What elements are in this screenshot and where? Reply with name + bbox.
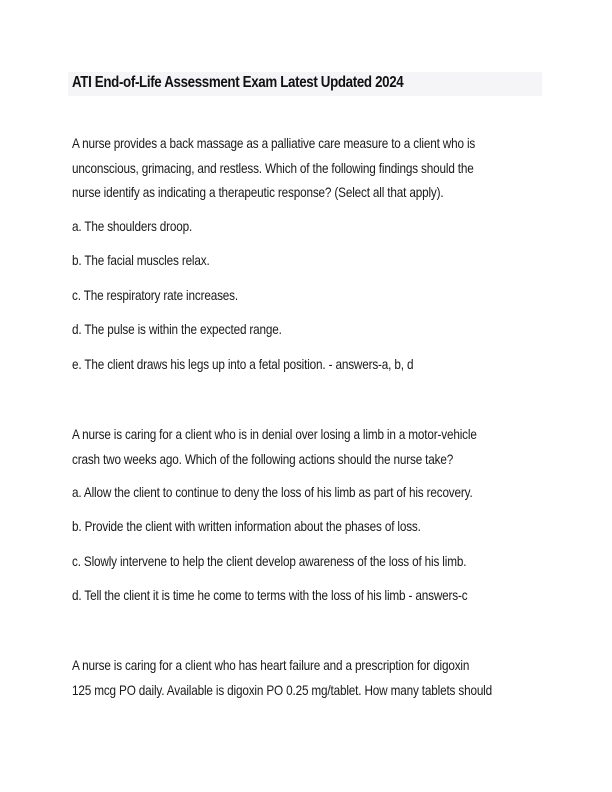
document-title: ATI End-of-Life Assessment Exam Latest Updated 2024 bbox=[72, 74, 404, 91]
option-text: b. Provide the client with written information about the phases of loss. bbox=[72, 518, 421, 534]
question-1-stem-line-3: nurse identify as indicating a therapeutic response? (Select all that apply). bbox=[72, 184, 444, 200]
option-text: e. The client draws his legs up into a fetal position. - answers-a, b, d bbox=[72, 356, 414, 372]
option-text: d. Tell the client it is time he come to terms with the loss of his limb - answers-c bbox=[72, 587, 468, 603]
option-text: c. Slowly intervene to help the client develop awareness of the loss of his limb. bbox=[72, 553, 467, 569]
option-text: d. The pulse is within the expected range. bbox=[72, 321, 282, 337]
question-1-option-d bbox=[72, 317, 526, 342]
question-3-stem-line-1: A nurse is caring for a client who has heart failure and a prescription for digoxin bbox=[72, 657, 470, 673]
question-2-option-c bbox=[72, 549, 526, 574]
question-2-option-d bbox=[72, 583, 526, 608]
option-text: a. The shoulders droop. bbox=[72, 218, 193, 234]
question-1-option-b bbox=[72, 248, 526, 273]
question-1-option-e bbox=[72, 352, 526, 377]
question-2-option-a bbox=[72, 480, 526, 505]
question-1-stem-line-2: unconscious, grimacing, and restless. Which of the following findings should the bbox=[72, 159, 474, 176]
option-text: c. The respiratory rate increases. bbox=[72, 287, 238, 303]
question-1-option-c bbox=[72, 283, 526, 308]
question-2-stem-line-1: A nurse is caring for a client who is in denial over losing a limb in a motor-vehicle bbox=[72, 426, 477, 442]
question-2 bbox=[72, 422, 526, 471]
option-text: b. The facial muscles relax. bbox=[72, 252, 210, 268]
question-1-stem-line-1: A nurse provides a back massage as a palliative care measure to a client who is bbox=[72, 135, 476, 151]
question-2-stem-line-2: crash two weeks ago. Which of the following actions should the nurse take? bbox=[72, 450, 454, 467]
question-2-option-b bbox=[72, 514, 526, 539]
question-1 bbox=[72, 131, 526, 205]
question-1-option-a bbox=[72, 214, 526, 239]
question-3-stem-line-2: 125 mcg PO daily. Available is digoxin PO 0.25 mg/tablet. How many tablets should bbox=[72, 681, 493, 698]
question-3 bbox=[72, 653, 526, 702]
option-text: a. Allow the client to continue to deny the loss of his limb as part of his recovery. bbox=[72, 484, 473, 500]
